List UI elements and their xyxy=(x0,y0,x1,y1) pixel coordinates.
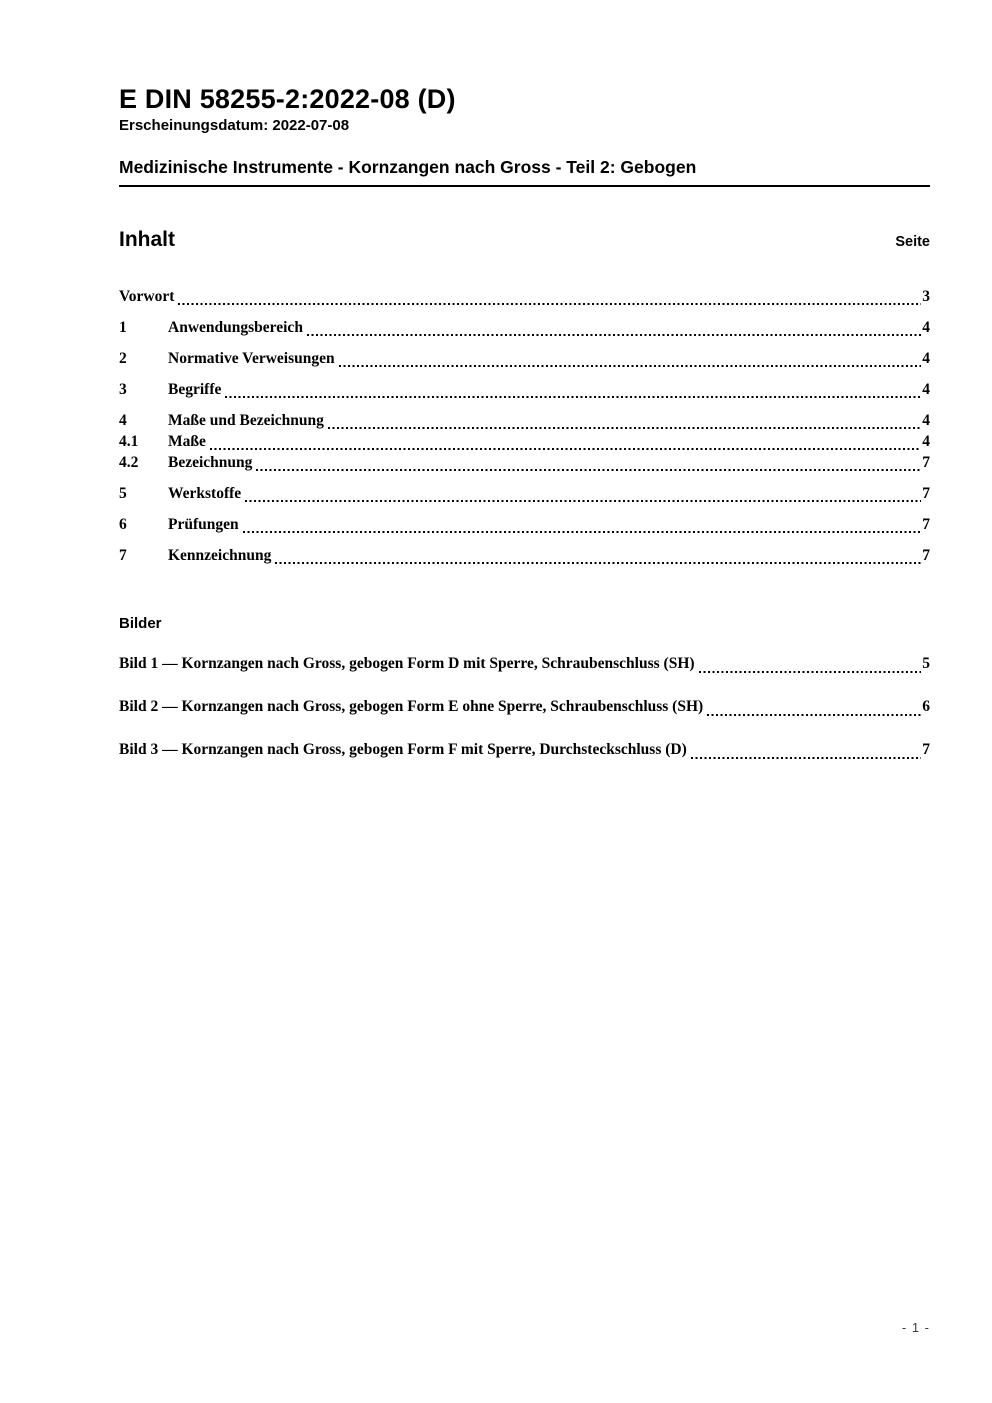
dot-leader xyxy=(210,448,921,450)
toc-entry-4 xyxy=(119,410,930,431)
toc-entry-label: Bezeichnung xyxy=(168,454,253,472)
toc-entry-number: 3 xyxy=(119,381,127,399)
toc-entry-2 xyxy=(119,348,930,369)
toc-heading: Inhalt xyxy=(119,228,175,252)
toc-entry-label: Normative Verweisungen xyxy=(168,350,335,368)
toc-page-column-label: Seite xyxy=(895,234,930,251)
toc-entry-page: 7 xyxy=(922,485,930,503)
toc-entry-page: 7 xyxy=(922,516,930,534)
figure-entry-page: 7 xyxy=(922,741,930,759)
toc-entry-number: 4.2 xyxy=(119,454,139,472)
toc-entry-number: 4 xyxy=(119,412,127,430)
toc-entry-page: 4 xyxy=(922,412,930,430)
figure-entry-page: 6 xyxy=(922,698,930,716)
dot-leader xyxy=(707,714,921,716)
document-title: Medizinische Instrumente - Kornzangen nach Gross - Teil 2: Gebogen xyxy=(119,157,930,187)
figure-entry-label: Bild 1 — Kornzangen nach Gross, gebogen Form D mit Sperre, Schraubenschluss (SH) xyxy=(119,655,695,673)
toc-entry-5 xyxy=(119,483,930,504)
toc-entry-number: 1 xyxy=(119,319,127,337)
figure-entry-label: Bild 2 — Kornzangen nach Gross, gebogen Form E ohne Sperre, Schraubenschluss (SH) xyxy=(119,698,704,716)
toc-entry-6 xyxy=(119,514,930,535)
figure-list xyxy=(119,653,930,761)
figure-entry-page: 5 xyxy=(922,655,930,673)
document-number-heading: E DIN 58255-2:2022-08 (D) xyxy=(119,84,456,114)
toc-entry-label: Maße xyxy=(168,433,206,451)
toc-entry-4-1 xyxy=(119,431,930,452)
toc-entry-1 xyxy=(119,317,930,338)
toc-entry-page: 7 xyxy=(922,547,930,565)
toc-entry-number: 6 xyxy=(119,516,127,534)
toc-entry-page: 7 xyxy=(922,454,930,472)
dot-leader xyxy=(256,469,921,471)
dot-leader xyxy=(275,562,921,564)
toc-header-row xyxy=(119,228,930,252)
toc-entry-4-2 xyxy=(119,452,930,473)
dot-leader xyxy=(328,427,921,429)
dot-leader xyxy=(339,365,922,367)
toc-entry-number: 7 xyxy=(119,547,127,565)
dot-leader xyxy=(178,303,921,305)
toc-entry-vorwort xyxy=(119,286,930,307)
dot-leader xyxy=(225,396,921,398)
toc-entry-label: Vorwort xyxy=(119,288,175,306)
dot-leader xyxy=(307,334,921,336)
toc-entry-label: Maße und Bezeichnung xyxy=(168,412,324,430)
toc-entry-page: 4 xyxy=(922,350,930,368)
page-content xyxy=(119,0,930,761)
figure-entry-1 xyxy=(119,653,930,675)
toc-entry-label: Prüfungen xyxy=(168,516,239,534)
dot-leader xyxy=(245,500,921,502)
toc-entry-number: 2 xyxy=(119,350,127,368)
toc-entry-label: Kennzeichnung xyxy=(168,547,272,565)
toc-entry-page: 3 xyxy=(922,288,930,306)
toc-entry-3 xyxy=(119,379,930,400)
figure-entry-label: Bild 3 — Kornzangen nach Gross, gebogen Form F mit Sperre, Durchsteckschluss (D) xyxy=(119,741,687,759)
toc-entry-page: 4 xyxy=(922,433,930,451)
figures-heading: Bilder xyxy=(119,615,162,633)
toc-entry-number: 5 xyxy=(119,485,127,503)
toc-entry-number: 4.1 xyxy=(119,433,139,451)
dot-leader xyxy=(691,757,921,759)
footer-page-number: - 1 - xyxy=(901,1320,930,1335)
toc-entry-page: 4 xyxy=(922,381,930,399)
toc-entry-label: Begriffe xyxy=(168,381,222,399)
figure-entry-3 xyxy=(119,739,930,761)
toc-entry-label: Werkstoffe xyxy=(168,485,242,503)
toc-list xyxy=(119,286,930,566)
dot-leader xyxy=(699,671,922,673)
figure-entry-2 xyxy=(119,696,930,718)
publication-date: Erscheinungsdatum: 2022-07-08 xyxy=(119,117,350,135)
toc-entry-page: 4 xyxy=(922,319,930,337)
toc-entry-7 xyxy=(119,545,930,566)
toc-entry-label: Anwendungsbereich xyxy=(168,319,303,337)
dot-leader xyxy=(243,531,922,533)
